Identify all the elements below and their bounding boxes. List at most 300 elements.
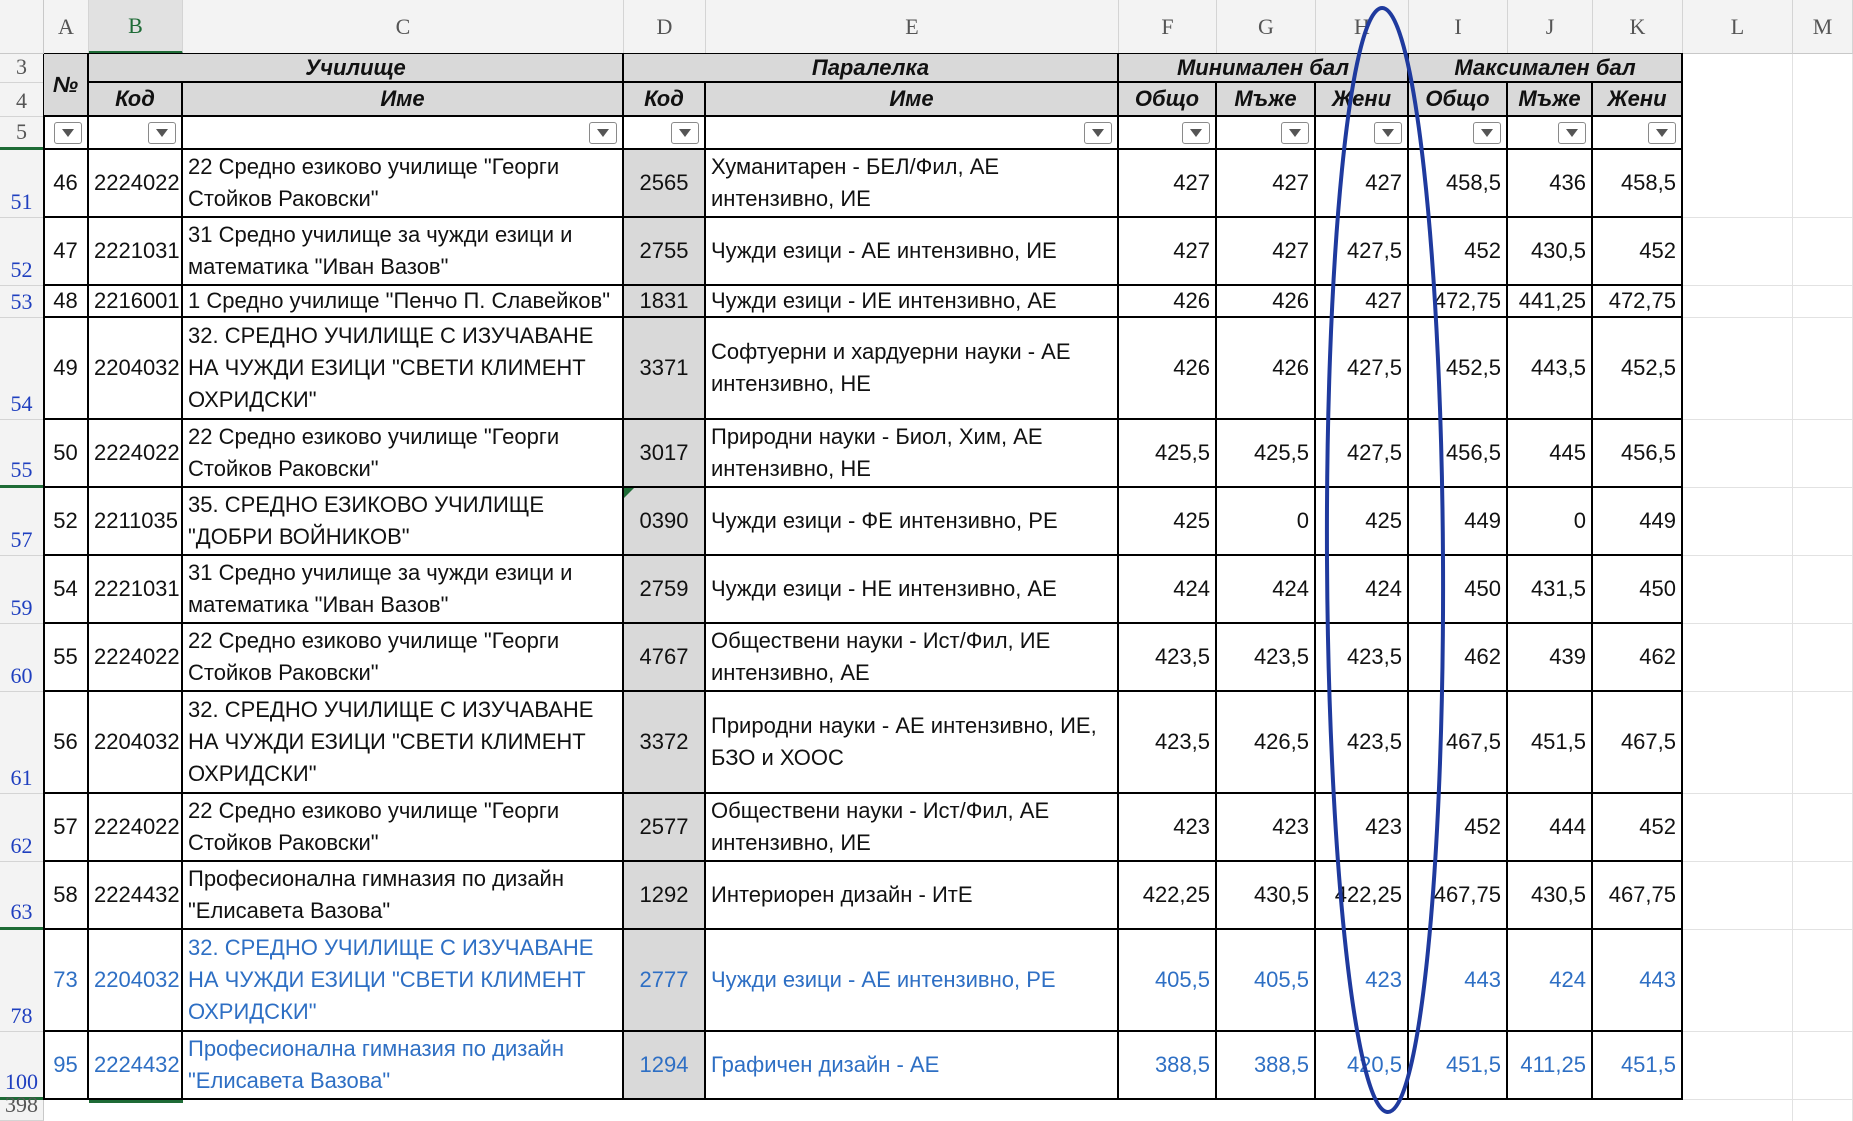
column-header-b-text: B [128,12,143,38]
cell-min-total[interactable] [1119,556,1217,624]
cell-min-men-text: 427 [1272,170,1309,195]
cell-max-total-text: 472,75 [1433,288,1501,313]
column-header-a-text: A [58,13,74,39]
cell-school-name[interactable] [183,286,624,318]
cell-class-name[interactable] [706,286,1119,318]
cell-min-total-text: 423,5 [1154,644,1210,669]
filter-dropdown-button[interactable] [1281,122,1309,144]
cell-class-code[interactable] [624,624,706,692]
cell-school-code[interactable] [89,930,183,1032]
row-header[interactable] [0,420,44,488]
row-header[interactable] [0,794,44,862]
filter-dropdown-button[interactable] [589,122,617,144]
cell-school-name[interactable] [183,930,624,1032]
cell-school-code-text: 2204032 [94,355,180,380]
cell-max-women[interactable] [1593,1032,1683,1100]
row-header[interactable] [0,54,44,83]
cell-min-total[interactable] [1119,1032,1217,1100]
cell-class-code[interactable] [624,862,706,930]
cell-min-women-text: 422,25 [1334,882,1402,907]
cell-school-code[interactable] [89,556,183,624]
gridline [1683,1031,1853,1032]
cell-school-name-text: Професионална гимназия по дизайн "Елисавета Вазова" [188,866,564,923]
cell-max-total-text: 449 [1464,508,1501,533]
filter-dropdown-button[interactable] [1374,122,1402,144]
cell-min-men[interactable] [1217,862,1316,930]
cell-max-men[interactable] [1508,624,1593,692]
cell-max-men[interactable] [1508,218,1593,286]
cell-school-code[interactable] [89,318,183,420]
header-min-women-text: Жени [1331,86,1392,111]
filter-cell-i [1409,117,1508,150]
cell-no-text: 48 [53,288,78,313]
gridline [1683,793,1853,794]
column-header-b[interactable] [89,0,183,54]
cell-school-name[interactable] [183,624,624,692]
cell-min-women[interactable] [1316,556,1409,624]
column-header-c[interactable] [183,0,624,54]
column-header-f-text: F [1161,13,1174,39]
row-header[interactable] [0,624,44,692]
filter-dropdown-button[interactable] [1648,122,1676,144]
cell-school-name-text: 32. СРЕДНО УЧИЛИЩЕ С ИЗУЧАВАНЕ НА ЧУЖДИ ЕЗИЦИ "СВЕТИ КЛИМЕНТ ОХРИДСКИ" [188,697,594,786]
cell-no[interactable] [44,862,89,930]
column-header-l-text: L [1730,13,1745,39]
filter-dropdown-button[interactable] [148,122,176,144]
chevron-down-icon [1091,128,1105,138]
header-school-name-text: Име [380,86,425,111]
cell-school-name[interactable] [183,218,624,286]
cell-min-men[interactable] [1217,1032,1316,1100]
cell-min-women[interactable] [1316,624,1409,692]
cell-min-total[interactable] [1119,624,1217,692]
cell-no[interactable] [44,420,89,488]
cell-min-women-text: 427,5 [1346,440,1402,465]
chevron-down-icon [1565,128,1579,138]
cell-school-code[interactable] [89,420,183,488]
cell-max-women[interactable] [1593,794,1683,862]
comment-indicator [624,488,634,498]
cell-min-men[interactable] [1217,794,1316,862]
cell-min-men[interactable] [1217,218,1316,286]
cell-max-total[interactable] [1409,692,1508,794]
cell-max-men-text: 430,5 [1530,238,1586,263]
row-header[interactable] [0,862,44,930]
cell-no-text: 46 [53,170,78,195]
cell-min-men[interactable] [1217,930,1316,1032]
column-header-f[interactable] [1119,0,1217,54]
row-header[interactable] [0,1032,44,1100]
cell-school-code[interactable] [89,794,183,862]
cell-class-code[interactable] [624,794,706,862]
cell-school-code[interactable] [89,624,183,692]
cell-min-women[interactable] [1316,794,1409,862]
cell-max-men-text: 451,5 [1530,729,1586,754]
cell-no[interactable] [44,318,89,420]
gridline [1683,623,1853,624]
filter-active-icon [1381,128,1395,138]
cell-no-text: 49 [53,355,78,380]
cell-max-men[interactable] [1508,420,1593,488]
cell-max-women-text: 467,5 [1620,729,1676,754]
column-header-k[interactable] [1593,0,1683,54]
row-header[interactable] [0,556,44,624]
cell-min-total-text: 426 [1173,288,1210,313]
cell-max-total[interactable] [1409,862,1508,930]
cell-class-code[interactable] [624,286,706,318]
cell-max-total[interactable] [1409,1032,1508,1100]
gridline [1683,1099,1853,1100]
cell-max-men[interactable] [1508,794,1593,862]
cell-school-code[interactable] [89,862,183,930]
cell-max-women-text: 451,5 [1620,1052,1676,1077]
cell-min-women[interactable] [1316,488,1409,556]
cell-min-total[interactable] [1119,218,1217,286]
column-header-a[interactable] [44,0,89,54]
cell-min-men-text: 425,5 [1253,440,1309,465]
cell-max-total[interactable] [1409,794,1508,862]
column-header-m-text: M [1812,13,1833,39]
cell-max-women[interactable] [1593,286,1683,318]
cell-class-name-text: Обществени науки - Ист/Фил, ИЕ интензивно, АЕ [711,628,1051,685]
cell-max-women[interactable] [1593,930,1683,1032]
cell-max-total-text: 452,5 [1445,355,1501,380]
cell-min-total[interactable] [1119,930,1217,1032]
cell-min-total[interactable] [1119,488,1217,556]
cell-min-women[interactable] [1316,150,1409,218]
cell-class-code[interactable] [624,692,706,794]
cell-class-code-text: 3372 [639,729,689,754]
cell-max-total-text: 462 [1464,644,1501,669]
cell-school-name[interactable] [183,150,624,218]
cell-max-total[interactable] [1409,318,1508,420]
cell-min-women[interactable] [1316,1032,1409,1100]
cell-max-women-text: 452 [1639,238,1676,263]
cell-max-women[interactable] [1593,624,1683,692]
cell-school-code[interactable] [89,218,183,286]
cell-class-name-text: Хуманитарен - БЕЛ/Фил, АЕ интензивно, ИЕ [711,154,1000,211]
cell-school-code-text: 2216001 [94,288,180,313]
cell-school-code[interactable] [89,286,183,318]
cell-class-name[interactable] [706,1032,1119,1100]
row-header[interactable] [0,83,44,117]
cell-class-name-text: Чужди езици - АЕ интензивно, ИЕ [711,238,1057,263]
cell-no-text: 56 [53,729,78,754]
cell-max-men[interactable] [1508,556,1593,624]
cell-max-total[interactable] [1409,930,1508,1032]
cell-min-total[interactable] [1119,318,1217,420]
cell-school-name-text: 22 Средно езиково училище "Георги Стойков Раковски" [188,154,560,211]
row-header[interactable] [0,117,44,150]
cell-min-total[interactable] [1119,794,1217,862]
header-max-women [1593,83,1683,117]
cell-min-women-text: 423 [1365,814,1402,839]
cell-max-men[interactable] [1508,318,1593,420]
cell-max-total[interactable] [1409,286,1508,318]
cell-min-men[interactable] [1217,556,1316,624]
cell-min-men-text: 424 [1272,576,1309,601]
cell-min-men[interactable] [1217,624,1316,692]
cell-class-code[interactable] [624,318,706,420]
cell-min-total[interactable] [1119,286,1217,318]
cell-no-text: 52 [53,508,78,533]
filter-dropdown-button[interactable] [1084,122,1112,144]
header-min-women [1316,83,1409,117]
cell-max-women-text: 449 [1639,508,1676,533]
header-max-men [1508,83,1593,117]
row-header[interactable] [0,692,44,794]
cell-class-code-text: 1292 [639,882,689,907]
column-header-j[interactable] [1508,0,1593,54]
cell-min-men[interactable] [1217,692,1316,794]
cell-class-code[interactable] [624,488,706,556]
row-header-text: 57 [10,527,33,552]
cell-class-name[interactable] [706,218,1119,286]
cell-max-women[interactable] [1593,488,1683,556]
selection-indicator [89,1100,183,1103]
cell-min-total-text: 425,5 [1154,440,1210,465]
row-header-text: 54 [10,391,33,416]
chevron-down-icon [61,128,75,138]
column-header-m[interactable] [1793,0,1853,54]
column-header-g[interactable] [1217,0,1316,54]
cell-max-men[interactable] [1508,1032,1593,1100]
cell-school-name-text: 31 Средно училище за чужди езици и математика "Иван Вазов" [188,560,573,617]
cell-school-code-text: 2224432 [94,1052,180,1077]
cell-class-code[interactable] [624,556,706,624]
cell-school-name[interactable] [183,556,624,624]
select-all-corner[interactable] [0,0,44,54]
header-school [89,54,624,83]
cell-max-total[interactable] [1409,624,1508,692]
header-school-code-text: Код [115,86,155,111]
column-header-h-text: H [1354,13,1370,39]
cell-class-code[interactable] [624,150,706,218]
cell-max-women-text: 452 [1639,814,1676,839]
cell-min-men-text: 423,5 [1253,644,1309,669]
cell-school-code-text: 2224432 [94,882,180,907]
cell-min-women[interactable] [1316,420,1409,488]
cell-class-name[interactable] [706,794,1119,862]
filter-cell-h [1316,117,1409,150]
cell-school-code[interactable] [89,488,183,556]
cell-max-women[interactable] [1593,150,1683,218]
cell-max-women[interactable] [1593,692,1683,794]
header-max-score-text: Максимален бал [1454,54,1636,80]
cell-max-total[interactable] [1409,556,1508,624]
column-header-i[interactable] [1409,0,1508,54]
cell-no[interactable] [44,218,89,286]
cell-min-men[interactable] [1217,488,1316,556]
cell-max-women-text: 458,5 [1620,170,1676,195]
cell-max-women[interactable] [1593,556,1683,624]
cell-class-code[interactable] [624,1032,706,1100]
cell-min-women-text: 425 [1365,508,1402,533]
gridline [1683,419,1853,420]
header-class-code [624,83,706,117]
cell-min-total[interactable] [1119,150,1217,218]
row-header-text: 398 [5,1092,38,1117]
filter-dropdown-button[interactable] [1473,122,1501,144]
filter-dropdown-button[interactable] [671,122,699,144]
cell-max-men[interactable] [1508,692,1593,794]
cell-max-men[interactable] [1508,930,1593,1032]
column-header-i-text: I [1454,13,1462,39]
cell-min-men-text: 423 [1272,814,1309,839]
cell-max-men[interactable] [1508,286,1593,318]
cell-min-total[interactable] [1119,692,1217,794]
cell-min-total[interactable] [1119,420,1217,488]
header-school-text: Училище [305,54,406,80]
column-header-l[interactable] [1683,0,1793,54]
filter-cell-f [1119,117,1217,150]
cell-min-men[interactable] [1217,318,1316,420]
row-header[interactable] [0,150,44,218]
cell-class-name[interactable] [706,930,1119,1032]
cell-no-text: 95 [53,1052,78,1077]
cell-max-total-text: 452 [1464,238,1501,263]
cell-max-women[interactable] [1593,218,1683,286]
cell-school-name[interactable] [183,488,624,556]
cell-max-men-text: 444 [1549,814,1586,839]
cell-class-name[interactable] [706,150,1119,218]
row-header[interactable] [0,286,44,318]
row-header-text: 3 [16,54,27,79]
cell-min-total-text: 423,5 [1154,729,1210,754]
cell-school-code[interactable] [89,692,183,794]
header-min-score [1119,54,1409,83]
cell-no[interactable] [44,1032,89,1100]
cell-class-name[interactable] [706,862,1119,930]
cell-school-name-text: 31 Средно училище за чужди езици и математика "Иван Вазов" [188,222,573,279]
filter-dropdown-button[interactable] [1558,122,1586,144]
row-header[interactable] [0,218,44,286]
cell-min-women[interactable] [1316,286,1409,318]
gridline [1683,555,1853,556]
cell-class-name[interactable] [706,692,1119,794]
column-header-d-text: D [656,13,673,39]
row-header-text: 60 [10,663,33,688]
filter-cell-c [183,117,624,150]
cell-no[interactable] [44,488,89,556]
header-min-total [1119,83,1217,117]
cell-school-code-text: 2221031 [94,576,180,601]
cell-max-men-text: 441,25 [1518,288,1586,313]
cell-min-women[interactable] [1316,218,1409,286]
column-header-d[interactable] [624,0,706,54]
cell-no-text: 57 [53,814,78,839]
column-header-e[interactable] [706,0,1119,54]
cell-school-code[interactable] [89,150,183,218]
cell-school-code[interactable] [89,1032,183,1100]
cell-school-name[interactable] [183,692,624,794]
cell-school-name[interactable] [183,1032,624,1100]
cell-class-name-text: Природни науки - АЕ интензивно, ИЕ, БЗО и ХООС [711,713,1097,770]
cell-min-women[interactable] [1316,862,1409,930]
cell-max-total[interactable] [1409,218,1508,286]
cell-class-name[interactable] [706,318,1119,420]
cell-class-code-text: 3017 [639,440,689,465]
cell-no[interactable] [44,286,89,318]
cell-max-total[interactable] [1409,420,1508,488]
cell-min-women[interactable] [1316,318,1409,420]
cell-min-women-text: 420,5 [1346,1052,1402,1077]
cell-max-men[interactable] [1508,488,1593,556]
cell-max-men[interactable] [1508,150,1593,218]
cell-min-men[interactable] [1217,150,1316,218]
header-class-text: Паралелка [811,54,930,80]
cell-max-total-text: 451,5 [1445,1052,1501,1077]
cell-class-code[interactable] [624,218,706,286]
cell-min-total[interactable] [1119,862,1217,930]
row-header[interactable] [0,930,44,1032]
cell-class-name[interactable] [706,420,1119,488]
cell-max-women[interactable] [1593,862,1683,930]
chevron-down-icon [1288,128,1302,138]
cell-school-name-text: 32. СРЕДНО УЧИЛИЩЕ С ИЗУЧАВАНЕ НА ЧУЖДИ ЕЗИЦИ "СВЕТИ КЛИМЕНТ ОХРИДСКИ" [188,323,594,412]
cell-class-name[interactable] [706,556,1119,624]
row-header-text: 53 [10,289,33,314]
cell-class-name-text: Графичен дизайн - АЕ [711,1052,940,1077]
cell-min-women[interactable] [1316,692,1409,794]
cell-class-name[interactable] [706,488,1119,556]
gridline [1792,54,1793,1121]
row-header[interactable] [0,1092,44,1121]
cell-no[interactable] [44,692,89,794]
cell-max-total-text: 458,5 [1445,170,1501,195]
cell-max-women[interactable] [1593,420,1683,488]
filter-dropdown-button[interactable] [1182,122,1210,144]
cell-min-women-text: 424 [1365,576,1402,601]
cell-class-code-text: 2755 [639,238,689,263]
cell-min-men[interactable] [1217,286,1316,318]
cell-class-code[interactable] [624,420,706,488]
cell-min-total-text: 427 [1173,238,1210,263]
gridline [1683,691,1853,692]
cell-class-name-text: Софтуерни и хардуерни науки - АЕ интензивно, НЕ [711,339,1071,396]
cell-school-name[interactable] [183,794,624,862]
cell-max-total[interactable] [1409,150,1508,218]
cell-class-code[interactable] [624,930,706,1032]
row-header[interactable] [0,318,44,420]
filter-dropdown-button[interactable] [54,122,82,144]
cell-class-name[interactable] [706,624,1119,692]
chevron-down-icon [155,128,169,138]
cell-max-total[interactable] [1409,488,1508,556]
cell-min-total-text: 405,5 [1154,967,1210,992]
cell-no[interactable] [44,930,89,1032]
cell-max-men[interactable] [1508,862,1593,930]
cell-no[interactable] [44,794,89,862]
column-header-h[interactable] [1316,0,1409,54]
cell-min-women[interactable] [1316,930,1409,1032]
filter-cell-j [1508,117,1593,150]
cell-school-name[interactable] [183,318,624,420]
cell-min-men[interactable] [1217,420,1316,488]
row-header[interactable] [0,488,44,556]
cell-no[interactable] [44,150,89,218]
cell-no[interactable] [44,624,89,692]
cell-max-women[interactable] [1593,318,1683,420]
chevron-down-icon [596,128,610,138]
cell-school-code-text: 2224022 [94,170,180,195]
header-max-total-text: Общо [1425,86,1490,111]
cell-min-total-text: 427 [1173,170,1210,195]
cell-school-name[interactable] [183,420,624,488]
cell-school-name[interactable] [183,862,624,930]
cell-school-name-text: 35. СРЕДНО ЕЗИКОВО УЧИЛИЩЕ "ДОБРИ ВОЙНИКОВ" [188,492,545,549]
cell-no[interactable] [44,556,89,624]
